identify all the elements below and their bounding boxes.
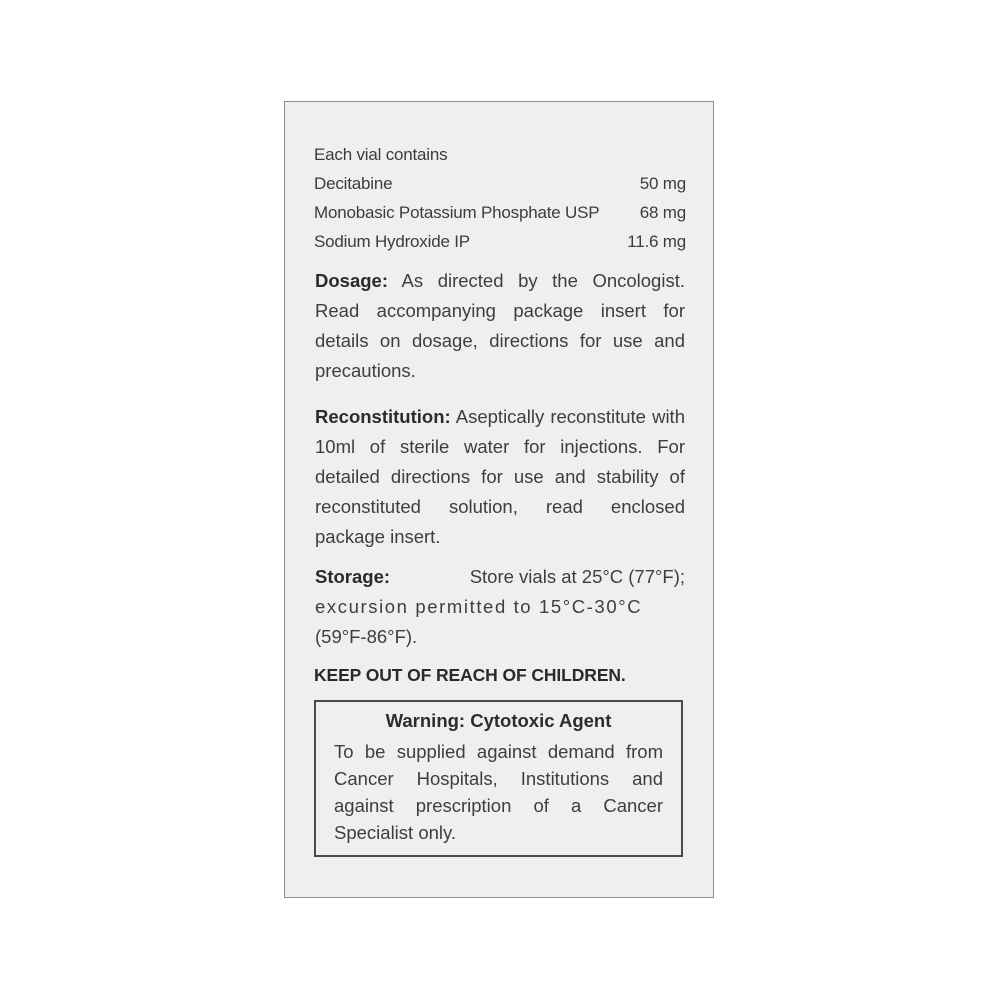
dosage-text: As directed by the Oncologist. Read accompanying package insert for details on dosage, directions for use and precautions. <box>315 270 685 381</box>
reconstitution-text: Aseptically reconstitute with 10ml of sterile water for injections. For detailed directions for use and stability of reconstituted solution, read enclosed package insert. <box>315 406 685 547</box>
storage-text-2: excursion permitted to 15°C-30°C <box>315 596 643 617</box>
dosage-section <box>315 266 685 386</box>
ingredient-name: Decitabine <box>314 174 393 193</box>
storage-text-3: (59°F-86°F). <box>315 626 418 647</box>
composition-row <box>314 227 686 256</box>
ingredient-name: Monobasic Potassium Phosphate USP <box>314 203 600 222</box>
label-panel <box>284 101 714 898</box>
reconstitution-label: Reconstitution: <box>315 406 451 427</box>
ingredient-amount: 68 mg <box>639 203 686 222</box>
storage-section <box>315 562 685 652</box>
storage-line-1 <box>315 562 685 592</box>
ingredient-name: Sodium Hydroxide IP <box>314 232 470 251</box>
storage-text-1: Store vials at 25°C (77°F); <box>469 566 685 587</box>
composition-row <box>314 169 686 198</box>
ingredient-amount: 50 mg <box>639 174 686 193</box>
dosage-label: Dosage: <box>315 270 388 291</box>
storage-label: Storage: <box>315 566 391 587</box>
warning-title: Warning: Cytotoxic Agent <box>385 710 612 731</box>
composition-row <box>314 198 686 227</box>
reconstitution-section <box>315 402 685 552</box>
composition-heading: Each vial contains <box>314 145 448 164</box>
composition-block <box>314 140 686 256</box>
ingredient-amount: 11.6 mg <box>627 232 686 251</box>
warning-text: To be supplied against demand from Cancer Hospitals, Institutions and against prescription of a Cancer Specialist only. <box>334 741 663 843</box>
warning-box <box>314 700 683 857</box>
keep-out-notice: KEEP OUT OF REACH OF CHILDREN. <box>314 665 626 685</box>
